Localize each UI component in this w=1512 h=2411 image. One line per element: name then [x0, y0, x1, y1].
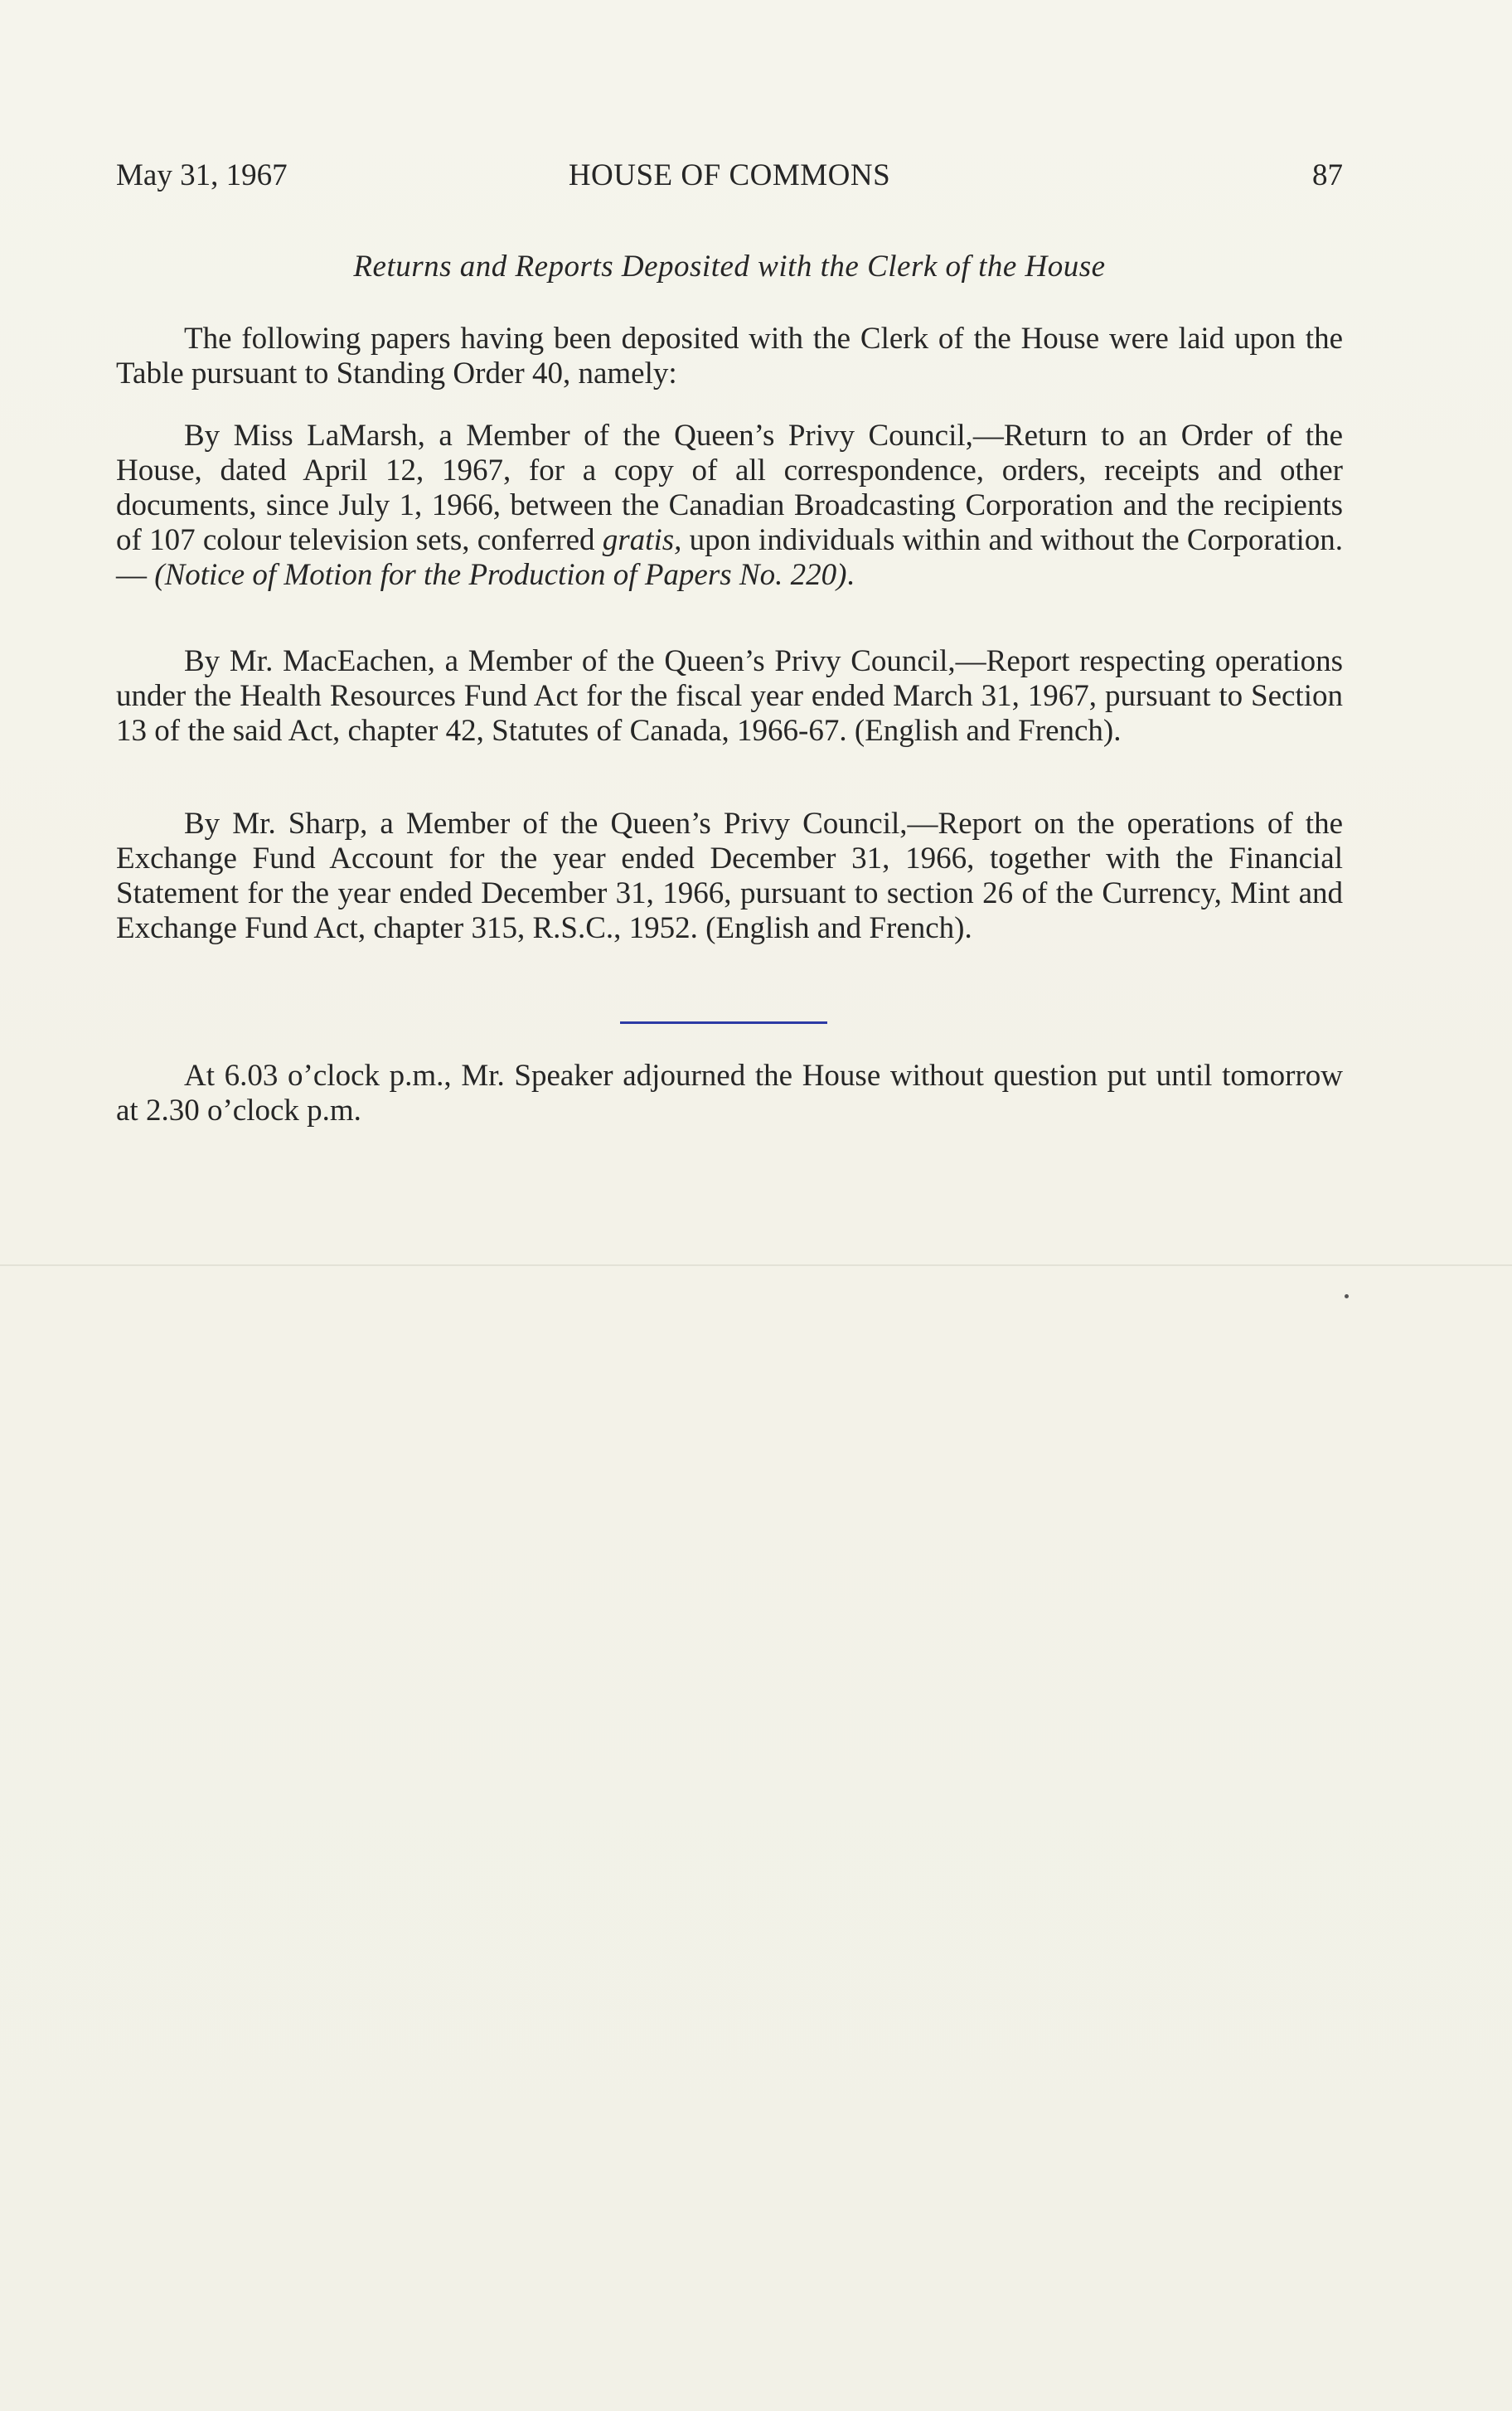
sharp-text: By Mr. Sharp, a Member of the Queen’s Privy Council,—Report on the operations of the Exchange Fund Account for the year ended December 31, 1966, together with the Financial Statement for the year ended December 31, 1966, pursuant to section 26 of the Currency, Mint and Exchange Fund Act, chapter 315, R.S.C., 1952. (English and French).: [116, 807, 1343, 945]
intro-paragraph: [116, 322, 1343, 391]
page-number: 87: [1312, 158, 1343, 192]
maceachen-text: By Mr. MacEachen, a Member of the Queen’s Privy Council,—Report respecting operations under the Health Resources Fund Act for the fiscal year ended March 31, 1967, pursuant to Section 13 of the said Act, chapter 42, Statutes of Canada, 1966-67. (English and French).: [116, 644, 1343, 748]
section-divider: [620, 1021, 827, 1024]
header-title: HOUSE OF COMMONS: [568, 158, 891, 192]
lamarsh-text: By Miss LaMarsh, a Member of the Queen’s Privy Council,—Return to an Order of the House, dated April 12, 1967, for a copy of all correspondence, orders, receipts and other documents, since July 1, 1966, between the Canadian Broadcasting Corporation and the recipients of 107 colour television sets, conferred: [116, 419, 1343, 557]
lamarsh-notice-reference: (Notice of Motion for the Production of Papers No. 220): [154, 558, 847, 592]
section-title: Returns and Reports Deposited with the Clerk of the House: [353, 250, 1106, 284]
intro-text: The following papers having been deposited with the Clerk of the House were laid upon the Table pursuant to Standing Order 40, namely:: [116, 322, 1343, 391]
header-date: May 31, 1967: [116, 158, 288, 192]
ink-speck: [1345, 1294, 1349, 1298]
adjournment-paragraph: [116, 1059, 1343, 1128]
lamarsh-italic-word: gratis,: [602, 523, 682, 557]
sharp-paragraph: [116, 807, 1343, 946]
page-header: [116, 158, 1343, 199]
paper-fold-line: [0, 1264, 1512, 1266]
lamarsh-paragraph: [116, 419, 1343, 593]
maceachen-paragraph: [116, 644, 1343, 749]
adjournment-text: At 6.03 o’clock p.m., Mr. Speaker adjourned the House without question put until tomorrow at 2.30 o’clock p.m.: [116, 1059, 1343, 1128]
lamarsh-text-middle: upon individuals within and without the Corporation.—: [116, 523, 1343, 592]
lamarsh-text-end: .: [846, 558, 855, 592]
